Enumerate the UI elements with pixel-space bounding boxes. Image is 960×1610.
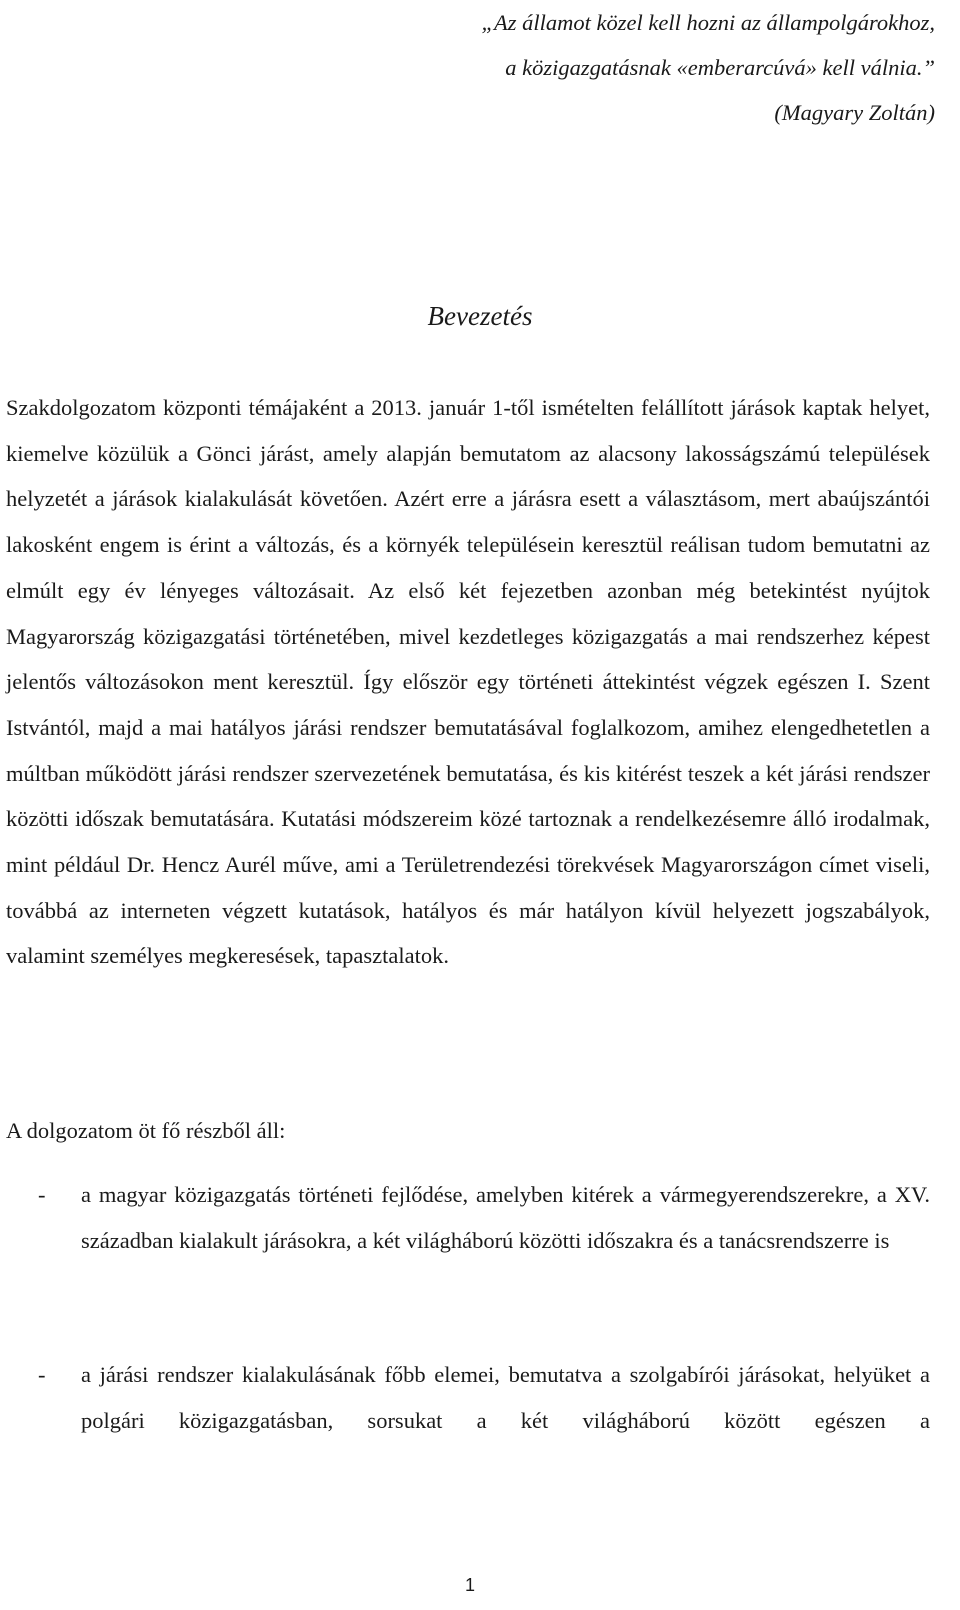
intro-paragraph: Szakdolgozatom központi témájaként a 2013. január 1-től ismételten felállított járások kaptak helyet, kiemelve közülük a Gönci járást, amely alapján bemutatom az alacsony lakosságszámú települések helyzetét a járások kialakulását követően. Azért erre a járásra esett a választásom, mert abaújszántói lakosként engem is érint a változás, és a környék településein keresztül reálisan tudom bemutatni az elmúlt egy év lényeges változásait. Az első két fejezetben azonban még betekintést nyújtok Magyarország közigazgatási történetében, mivel kezdetleges közigazgatás a mai rendszerhez képest jelentős változásokon ment keresztül. Így először egy történeti áttekintést végzek egészen I. Szent Istvántól, majd a mai hatályos járási rendszer bemutatásával foglalkozom, amihez elengedhetetlen a múltban működött járási rendszer szervezetének bemutatása, és kis kitérést teszek a két járási rendszer közötti időszak bemutatására. Kutatási módszereim közé tartoznak a rendelkezésemre álló irodalmak, mint például Dr. Hencz Aurél műve, ami a Területrendezési törekvések Magyarországon címet viseli, továbbá az interneten végzett kutatások, hatályos és már hatályon kívül helyezett jogszabályok, valamint személyes megkeresések, tapasztalatok. [6, 395, 930, 969]
list-item-text: a járási rendszer kialakulásának főbb elemei, bemutatva a szolgabírói járásokat, helyüket a polgári közigazgatásban, sorsukat a két világháború között egészen a [81, 1362, 930, 1433]
list-item [6, 1172, 930, 1263]
list-intro: A dolgozatom öt fő részből áll: [6, 1118, 286, 1143]
motto-author: (Magyary Zoltán) [774, 100, 935, 125]
list-item-text: a magyar közigazgatás történeti fejlődése, amelyben kitérek a vármegyerendszerekre, a XV. században kialakult járásokra, a két világháború közötti időszakra és a tanácsrendszerre is [81, 1182, 930, 1253]
motto-quote [375, 0, 935, 135]
section-heading: Bevezetés [427, 301, 533, 331]
list-marker: - [38, 1182, 46, 1207]
motto-line-1: „Az államot közel kell hozni az állampolgárokhoz, [481, 10, 935, 35]
page-number: 1 [464, 1575, 475, 1595]
list-item [6, 1352, 930, 1443]
list-marker: - [38, 1362, 46, 1387]
motto-line-2: a közigazgatásnak «emberarcúvá» kell válnia.” [505, 55, 935, 80]
